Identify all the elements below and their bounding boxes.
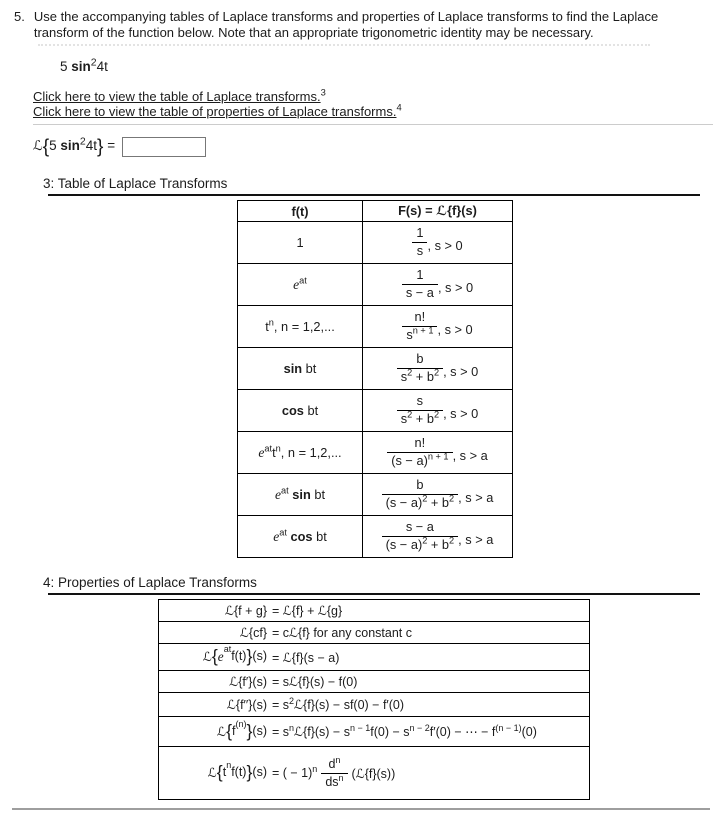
condition: , s > 0 bbox=[437, 322, 473, 337]
properties-table-rule bbox=[48, 593, 700, 595]
property-row bbox=[159, 622, 589, 644]
derivative-fraction bbox=[321, 754, 347, 789]
table-row bbox=[238, 222, 513, 264]
function-display: 5 $\sin^24t$ bbox=[60, 56, 108, 74]
fraction-denominator: $(s - a)^{n + 1}$ bbox=[387, 452, 452, 469]
Fs-cell bbox=[371, 352, 504, 384]
property-rhs: = ℒ{f}(s − a) bbox=[272, 650, 340, 665]
ft-cell: $e^{at}$ cos bt bbox=[238, 516, 363, 558]
fraction-numerator: 1 bbox=[416, 267, 424, 283]
property-lhs: ℒ{f′}(s) bbox=[229, 675, 267, 689]
column-header-ft: f(t) bbox=[238, 201, 363, 222]
Fs-cell bbox=[371, 310, 504, 342]
property-rhs: = ℒ{f} + ℒ{g} bbox=[272, 604, 343, 618]
table-row bbox=[238, 264, 513, 306]
answer-input[interactable] bbox=[122, 137, 206, 157]
Fs-cell bbox=[371, 268, 504, 300]
divider-above-answer bbox=[33, 124, 713, 125]
property-row bbox=[159, 600, 589, 622]
ft-cell: cos bt bbox=[238, 390, 363, 432]
reference-links bbox=[33, 89, 721, 119]
condition: , s > 0 bbox=[443, 406, 479, 421]
footnote-ref-4: 4 bbox=[396, 102, 402, 113]
property-lhs: ℒ { t n f(t) } (s) bbox=[207, 760, 267, 783]
ft-cell: $t^n$, n = 1,2,... bbox=[238, 306, 363, 348]
problem-number: 5. bbox=[14, 9, 25, 24]
condition: , s > a bbox=[452, 448, 488, 463]
property-rhs: = $s^2ℒ\{f\}(s) - sf(0) - f'(0)$ bbox=[272, 695, 405, 712]
property-row bbox=[159, 693, 589, 717]
link-properties-table[interactable] bbox=[33, 104, 402, 119]
table-row bbox=[238, 390, 513, 432]
column-header-Fs: F(s) = ℒ{f}(s) bbox=[363, 201, 513, 222]
property-row bbox=[159, 747, 589, 799]
Fs-cell bbox=[371, 226, 504, 258]
Fs-cell bbox=[371, 478, 504, 510]
property-lhs: ℒ{f′′}(s) bbox=[226, 698, 267, 712]
fraction-numerator: $d^n$ bbox=[328, 754, 341, 772]
fraction-denominator: s bbox=[412, 242, 427, 259]
equation-part: (ℒ{f}(s)) bbox=[351, 766, 396, 781]
table-row bbox=[238, 474, 513, 516]
fraction-denominator: $ds^n$ bbox=[321, 773, 347, 789]
laplace-table-title: 3: Table of Laplace Transforms bbox=[43, 176, 228, 191]
Fs-cell bbox=[371, 436, 504, 468]
fraction-numerator: n! bbox=[414, 309, 426, 325]
equation-part: = ( − 1)$^n$ bbox=[272, 763, 318, 780]
property-lhs: ℒ { e at f(t) } (s) bbox=[202, 644, 267, 666]
fraction-denominator: $s^2 + b^2$ bbox=[397, 368, 443, 385]
ft-cell: $e^{at}t^n$, n = 1,2,... bbox=[238, 432, 363, 474]
property-row bbox=[159, 671, 589, 693]
fraction-numerator: 1 bbox=[416, 225, 424, 241]
table-row bbox=[238, 516, 513, 558]
fraction-denominator: $(s - a)^2 + b^2$ bbox=[382, 494, 459, 511]
properties-table-title: 4: Properties of Laplace Transforms bbox=[43, 575, 257, 590]
table-row bbox=[238, 348, 513, 390]
problem-block bbox=[0, 0, 721, 40]
property-row bbox=[159, 644, 589, 671]
answer-equation-row bbox=[33, 134, 721, 160]
property-lhs: ℒ{cf} bbox=[239, 626, 267, 640]
condition: , s > a bbox=[458, 490, 494, 505]
condition: , s > a bbox=[458, 532, 494, 547]
table-row bbox=[238, 306, 513, 348]
ft-cell: sin bt bbox=[238, 348, 363, 390]
laplace-transforms-table bbox=[237, 200, 513, 558]
ft-cell: $e^{at}$ bbox=[238, 264, 363, 306]
property-lhs: ℒ{f + g} bbox=[224, 604, 267, 618]
Fs-cell bbox=[371, 394, 504, 426]
fraction-denominator: $s^2 + b^2$ bbox=[397, 410, 443, 427]
footnote-ref-3: 3 bbox=[320, 87, 326, 98]
property-rhs: = $s^nℒ\{f\}(s) - s^{n - 1}f(0) - s^{n - 2}f'(0)$ − ⋯ − $f^{(n - 1)}(0)$ bbox=[272, 722, 537, 739]
link-laplace-table[interactable] bbox=[33, 89, 326, 104]
condition: , s > 0 bbox=[437, 280, 474, 295]
page-bottom-divider bbox=[12, 808, 710, 810]
table-row bbox=[238, 432, 513, 474]
equation-lhs: ℒ{5 $\sin^24t$} = bbox=[33, 135, 116, 158]
property-lhs: ℒ { f (n) } (s) bbox=[217, 718, 267, 741]
ft-cell: $e^{at}$ sin bt bbox=[238, 474, 363, 516]
property-row bbox=[159, 717, 589, 747]
fraction-denominator: $(s - a)^2 + b^2$ bbox=[382, 536, 459, 553]
fraction-numerator: b bbox=[416, 477, 424, 493]
problem-statement: Use the accompanying tables of Laplace transforms and properties of Laplace transforms to find the Laplace transform of the function below. Note that an appropriate trigonometric identity may be necessary. bbox=[33, 9, 659, 40]
property-rhs: = sℒ{f}(s) − f(0) bbox=[272, 675, 358, 689]
link-laplace-table-label: Click here to view the table of Laplace transforms. bbox=[33, 89, 321, 104]
fraction-numerator: b bbox=[416, 351, 424, 367]
laplace-table-rule bbox=[48, 194, 700, 196]
properties-table bbox=[158, 599, 590, 800]
condition: , s > 0 bbox=[427, 238, 463, 253]
property-rhs: = cℒ{f} for any constant c bbox=[272, 626, 412, 640]
fraction-numerator: n! bbox=[414, 435, 426, 451]
fraction-numerator: s − a bbox=[405, 519, 434, 535]
text-ghost-artifact bbox=[38, 44, 650, 46]
property-rhs bbox=[272, 754, 396, 789]
condition: , s > 0 bbox=[443, 364, 479, 379]
ft-cell: 1 bbox=[238, 222, 363, 264]
link-properties-table-label: Click here to view the table of properties of Laplace transforms. bbox=[33, 104, 397, 119]
fraction-denominator: s − a bbox=[402, 284, 438, 301]
table-header-row bbox=[238, 201, 513, 222]
fraction-numerator: s bbox=[416, 393, 424, 409]
fraction-denominator: $s^{n + 1}$ bbox=[402, 326, 437, 343]
Fs-cell bbox=[371, 520, 504, 552]
